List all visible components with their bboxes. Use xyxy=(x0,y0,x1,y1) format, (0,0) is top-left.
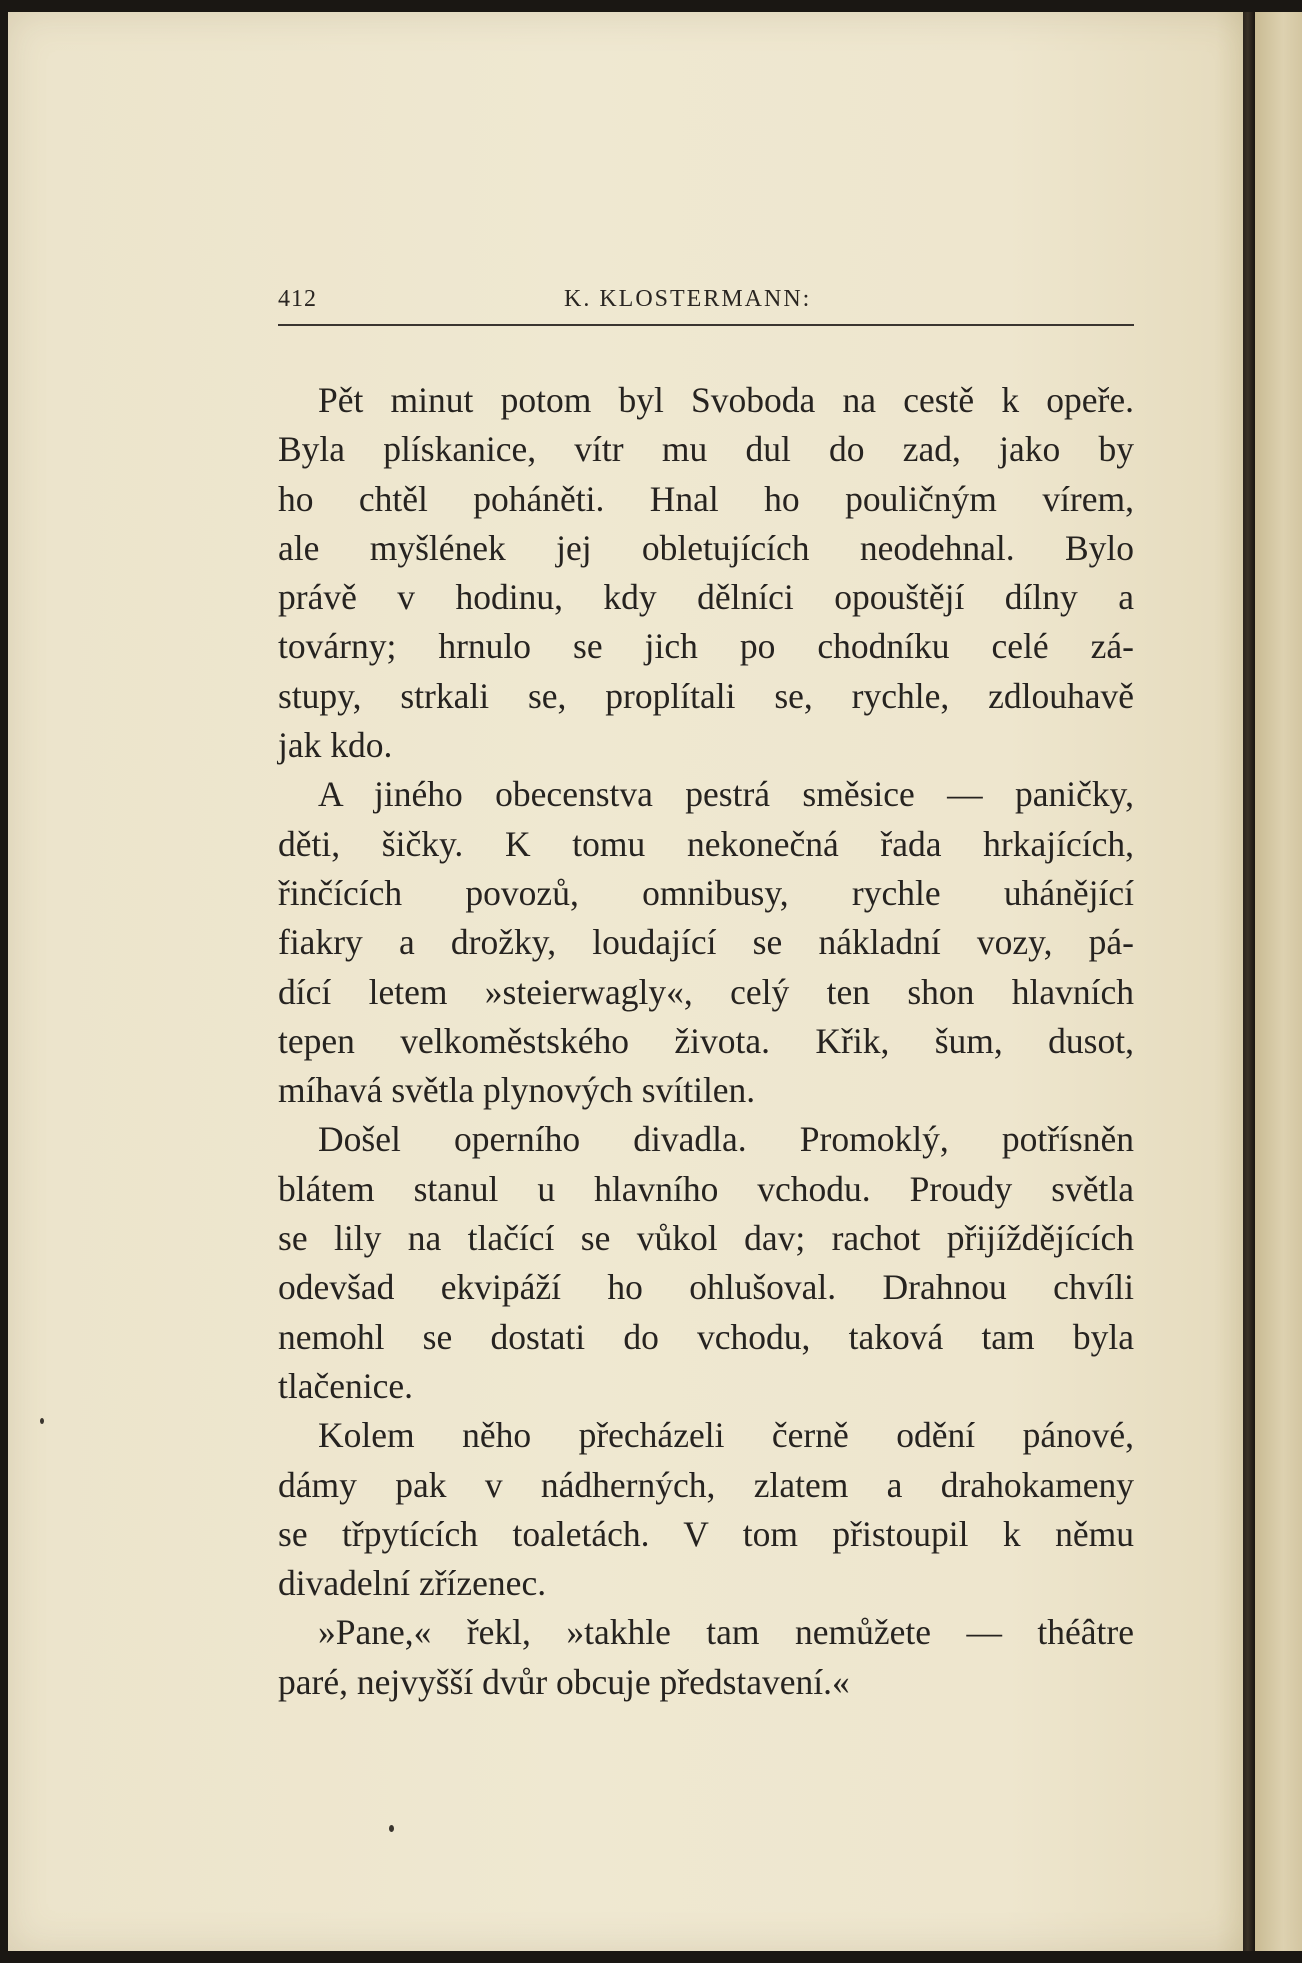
text-line: odevšad ekvipáží ho ohlušoval. Drahnou chvíli xyxy=(278,1267,1134,1308)
text-line: Byla plískanice, vítr mu dul do zad, jako by xyxy=(278,429,1134,470)
text-line: továrny; hrnulo se jich po chodníku celé zá- xyxy=(278,626,1134,667)
book-gutter xyxy=(1243,12,1255,1951)
page-number: 412 xyxy=(278,286,317,312)
paper-speck xyxy=(389,1825,394,1832)
text-line: »Pane,« řekl, »takhle tam nemůžete — théâtre xyxy=(318,1612,1134,1653)
text-line: A jiného obecenstva pestrá směsice — paničky, xyxy=(318,774,1134,815)
text-line: Došel operního divadla. Promoklý, potřísněn xyxy=(318,1119,1134,1160)
text-line: jak kdo. xyxy=(278,725,393,766)
page-header xyxy=(278,286,1134,326)
text-line: Kolem něho přecházeli černě odění pánové, xyxy=(318,1415,1134,1456)
text-line: stupy, strkali se, proplítali se, rychle, zdlouhavě xyxy=(278,675,1134,716)
body-text xyxy=(278,376,1134,1707)
running-head: K. KLOSTERMANN: xyxy=(564,286,812,312)
text-line: tepen velkoměstského života. Křik, šum, dusot, xyxy=(278,1020,1134,1061)
text-line: míhavá světla plynových svítilen. xyxy=(278,1070,756,1111)
text-line: dící letem »steierwagly«, celý ten shon hlavních xyxy=(278,971,1134,1012)
text-line: řinčících povozů, omnibusy, rychle uhánějící xyxy=(278,872,1134,913)
text-line: fiakry a drožky, loudající se nákladní vozy, pá- xyxy=(278,922,1134,963)
text-line: paré, nejvyšší dvůr obcuje představení.« xyxy=(278,1661,850,1702)
text-line: ho chtěl poháněti. Hnal ho pouličným vírem, xyxy=(278,478,1134,519)
text-line: nemohl se dostati do vchodu, taková tam byla xyxy=(278,1316,1134,1357)
text-line: Pět minut potom byl Svoboda na cestě k opeře. xyxy=(318,380,1134,420)
text-line: se třpytících toaletách. V tom přistoupil k němu xyxy=(278,1513,1134,1554)
paper-speck xyxy=(40,1418,44,1424)
text-line: právě v hodinu, kdy dělníci opouštějí dílny a xyxy=(278,577,1134,618)
text-line: se lily na tlačící se vůkol dav; rachot přijíždějících xyxy=(278,1218,1134,1259)
text-line: ale myšlének jej obletujících neodehnal. Bylo xyxy=(278,527,1134,568)
text-line: děti, šičky. K tomu nekonečná řada hrkajících, xyxy=(278,823,1134,864)
text-line: divadelní zřízenec. xyxy=(278,1563,547,1604)
adjacent-page-edge xyxy=(1255,12,1302,1951)
text-line: tlačenice. xyxy=(278,1365,413,1406)
text-line: dámy pak v nádherných, zlatem a drahokameny xyxy=(278,1464,1134,1505)
text-line: blátem stanul u hlavního vchodu. Proudy světla xyxy=(278,1168,1134,1209)
